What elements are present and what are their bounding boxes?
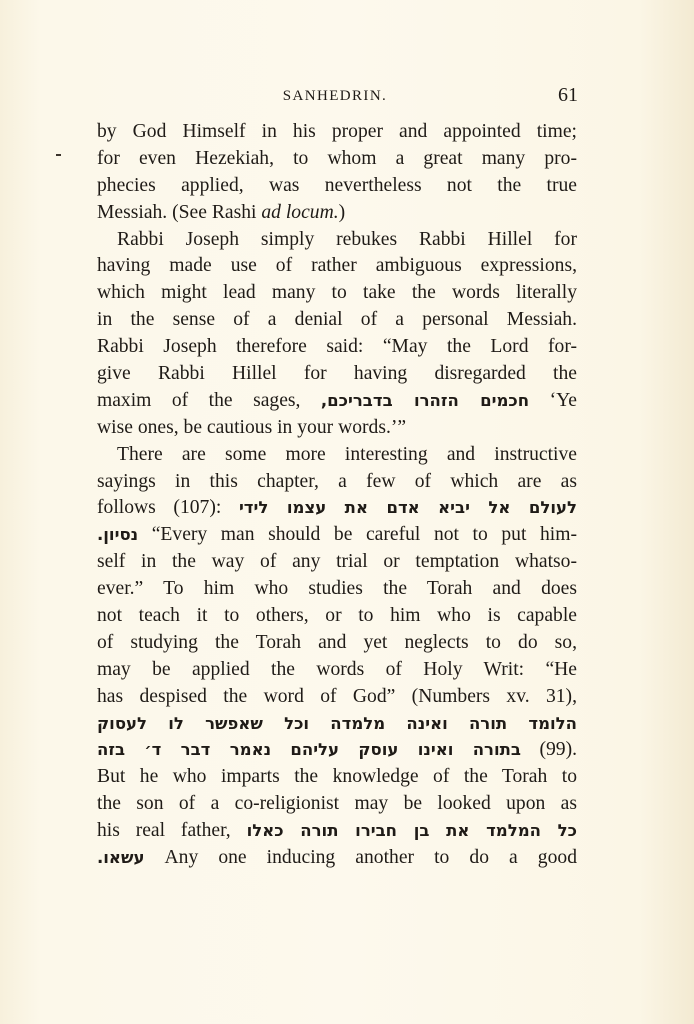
italic-reference: ad locum. bbox=[261, 201, 339, 223]
running-head bbox=[96, 84, 578, 108]
line-text: Rabbi Joseph simply rebukes Rabbi Hillel for bbox=[117, 228, 577, 250]
text-line bbox=[97, 630, 577, 657]
running-head-title: SANHEDRIN. bbox=[282, 88, 388, 104]
text-line bbox=[97, 334, 577, 361]
line-text: by God Himself in his proper and appointed time; bbox=[97, 121, 577, 142]
hebrew-text: בתורה ואינו עוסק עליהם נאמר דבר ד׳ בזה bbox=[97, 740, 521, 760]
line-text: not teach it to others, or to him who is capable bbox=[97, 605, 577, 627]
text-line bbox=[97, 576, 577, 603]
hebrew-text: עשאו. bbox=[97, 848, 145, 868]
body-text bbox=[97, 119, 577, 872]
line-text: Any one inducing another to do a good bbox=[144, 847, 577, 869]
text-line bbox=[97, 200, 577, 227]
hebrew-text: כל המלמד את בן חבירו תורה כאלו bbox=[246, 821, 577, 841]
text-line bbox=[97, 603, 577, 630]
line-text: having made use of rather ambiguous expressions, bbox=[97, 255, 577, 277]
text-line bbox=[97, 173, 577, 200]
page-number: 61 bbox=[558, 84, 578, 106]
text-line bbox=[97, 227, 577, 254]
line-text: which might lead many to take the words literally bbox=[97, 282, 577, 304]
line-text: his real father, bbox=[97, 820, 247, 842]
line-text: Messiah. (See Rashi bbox=[97, 201, 262, 223]
line-text: (99). bbox=[520, 739, 577, 761]
text-line bbox=[97, 657, 577, 684]
line-text: ever.” To him who studies the Torah and does bbox=[97, 578, 577, 600]
text-line bbox=[97, 307, 577, 334]
line-text: Rabbi Joseph therefore said: “May the Lord for- bbox=[97, 336, 577, 358]
line-text: of studying the Torah and yet neglects to do so, bbox=[97, 631, 577, 653]
line-text: But he who imparts the knowledge of the Torah to bbox=[97, 766, 577, 788]
line-text: ) bbox=[338, 201, 346, 223]
text-line bbox=[97, 791, 577, 818]
text-line bbox=[97, 361, 577, 388]
text-line bbox=[97, 711, 577, 738]
text-line bbox=[97, 684, 577, 711]
text-line bbox=[97, 146, 577, 173]
text-line bbox=[97, 253, 577, 280]
hebrew-text: הלומד תורה ואינה מלמדה וכל שאפשר לו לעסוק bbox=[97, 713, 577, 733]
text-line bbox=[97, 549, 577, 576]
text-line bbox=[97, 469, 577, 496]
line-text: the son of a co-religionist may be looked upon as bbox=[97, 793, 577, 815]
line-text: “Every man should be careful not to put him- bbox=[138, 524, 577, 546]
text-line bbox=[97, 119, 577, 146]
text-line bbox=[97, 522, 577, 549]
text-line bbox=[97, 845, 577, 872]
line-text: phecies applied, was nevertheless not the true bbox=[97, 174, 577, 196]
line-text: follows (107): bbox=[97, 497, 239, 519]
text-line bbox=[97, 388, 577, 415]
hebrew-text: חכמים הזהרו בדבריכם, bbox=[320, 390, 530, 410]
line-text: has despised the word of God” (Numbers xv. 31), bbox=[97, 685, 577, 707]
line-text: in the sense of a denial of a personal Messiah. bbox=[97, 309, 577, 331]
line-text: ‘Ye bbox=[529, 389, 577, 411]
line-text: There are some more interesting and instructive bbox=[117, 443, 577, 465]
line-text: wise ones, be cautious in your words.’” bbox=[97, 416, 407, 438]
text-line bbox=[97, 280, 577, 307]
text-line bbox=[97, 415, 577, 442]
line-text: sayings in this chapter, a few of which are as bbox=[97, 470, 577, 492]
hebrew-text: לעולם אל יביא אדם את עצמו לידי bbox=[238, 498, 577, 518]
hebrew-text: נסיון. bbox=[97, 525, 139, 545]
line-text: give Rabbi Hillel for having disregarded the bbox=[97, 363, 577, 385]
text-line bbox=[97, 764, 577, 791]
margin-mark bbox=[56, 154, 61, 156]
line-text: maxim of the sages, bbox=[97, 389, 321, 411]
text-line bbox=[97, 495, 577, 522]
line-text: may be applied the words of Holy Writ: “He bbox=[97, 658, 577, 680]
line-text: self in the way of any trial or temptation whatso- bbox=[97, 551, 577, 573]
text-line bbox=[97, 737, 577, 764]
text-line bbox=[97, 442, 577, 469]
line-text: for even Hezekiah, to whom a great many pro- bbox=[97, 147, 577, 169]
text-line bbox=[97, 818, 577, 845]
